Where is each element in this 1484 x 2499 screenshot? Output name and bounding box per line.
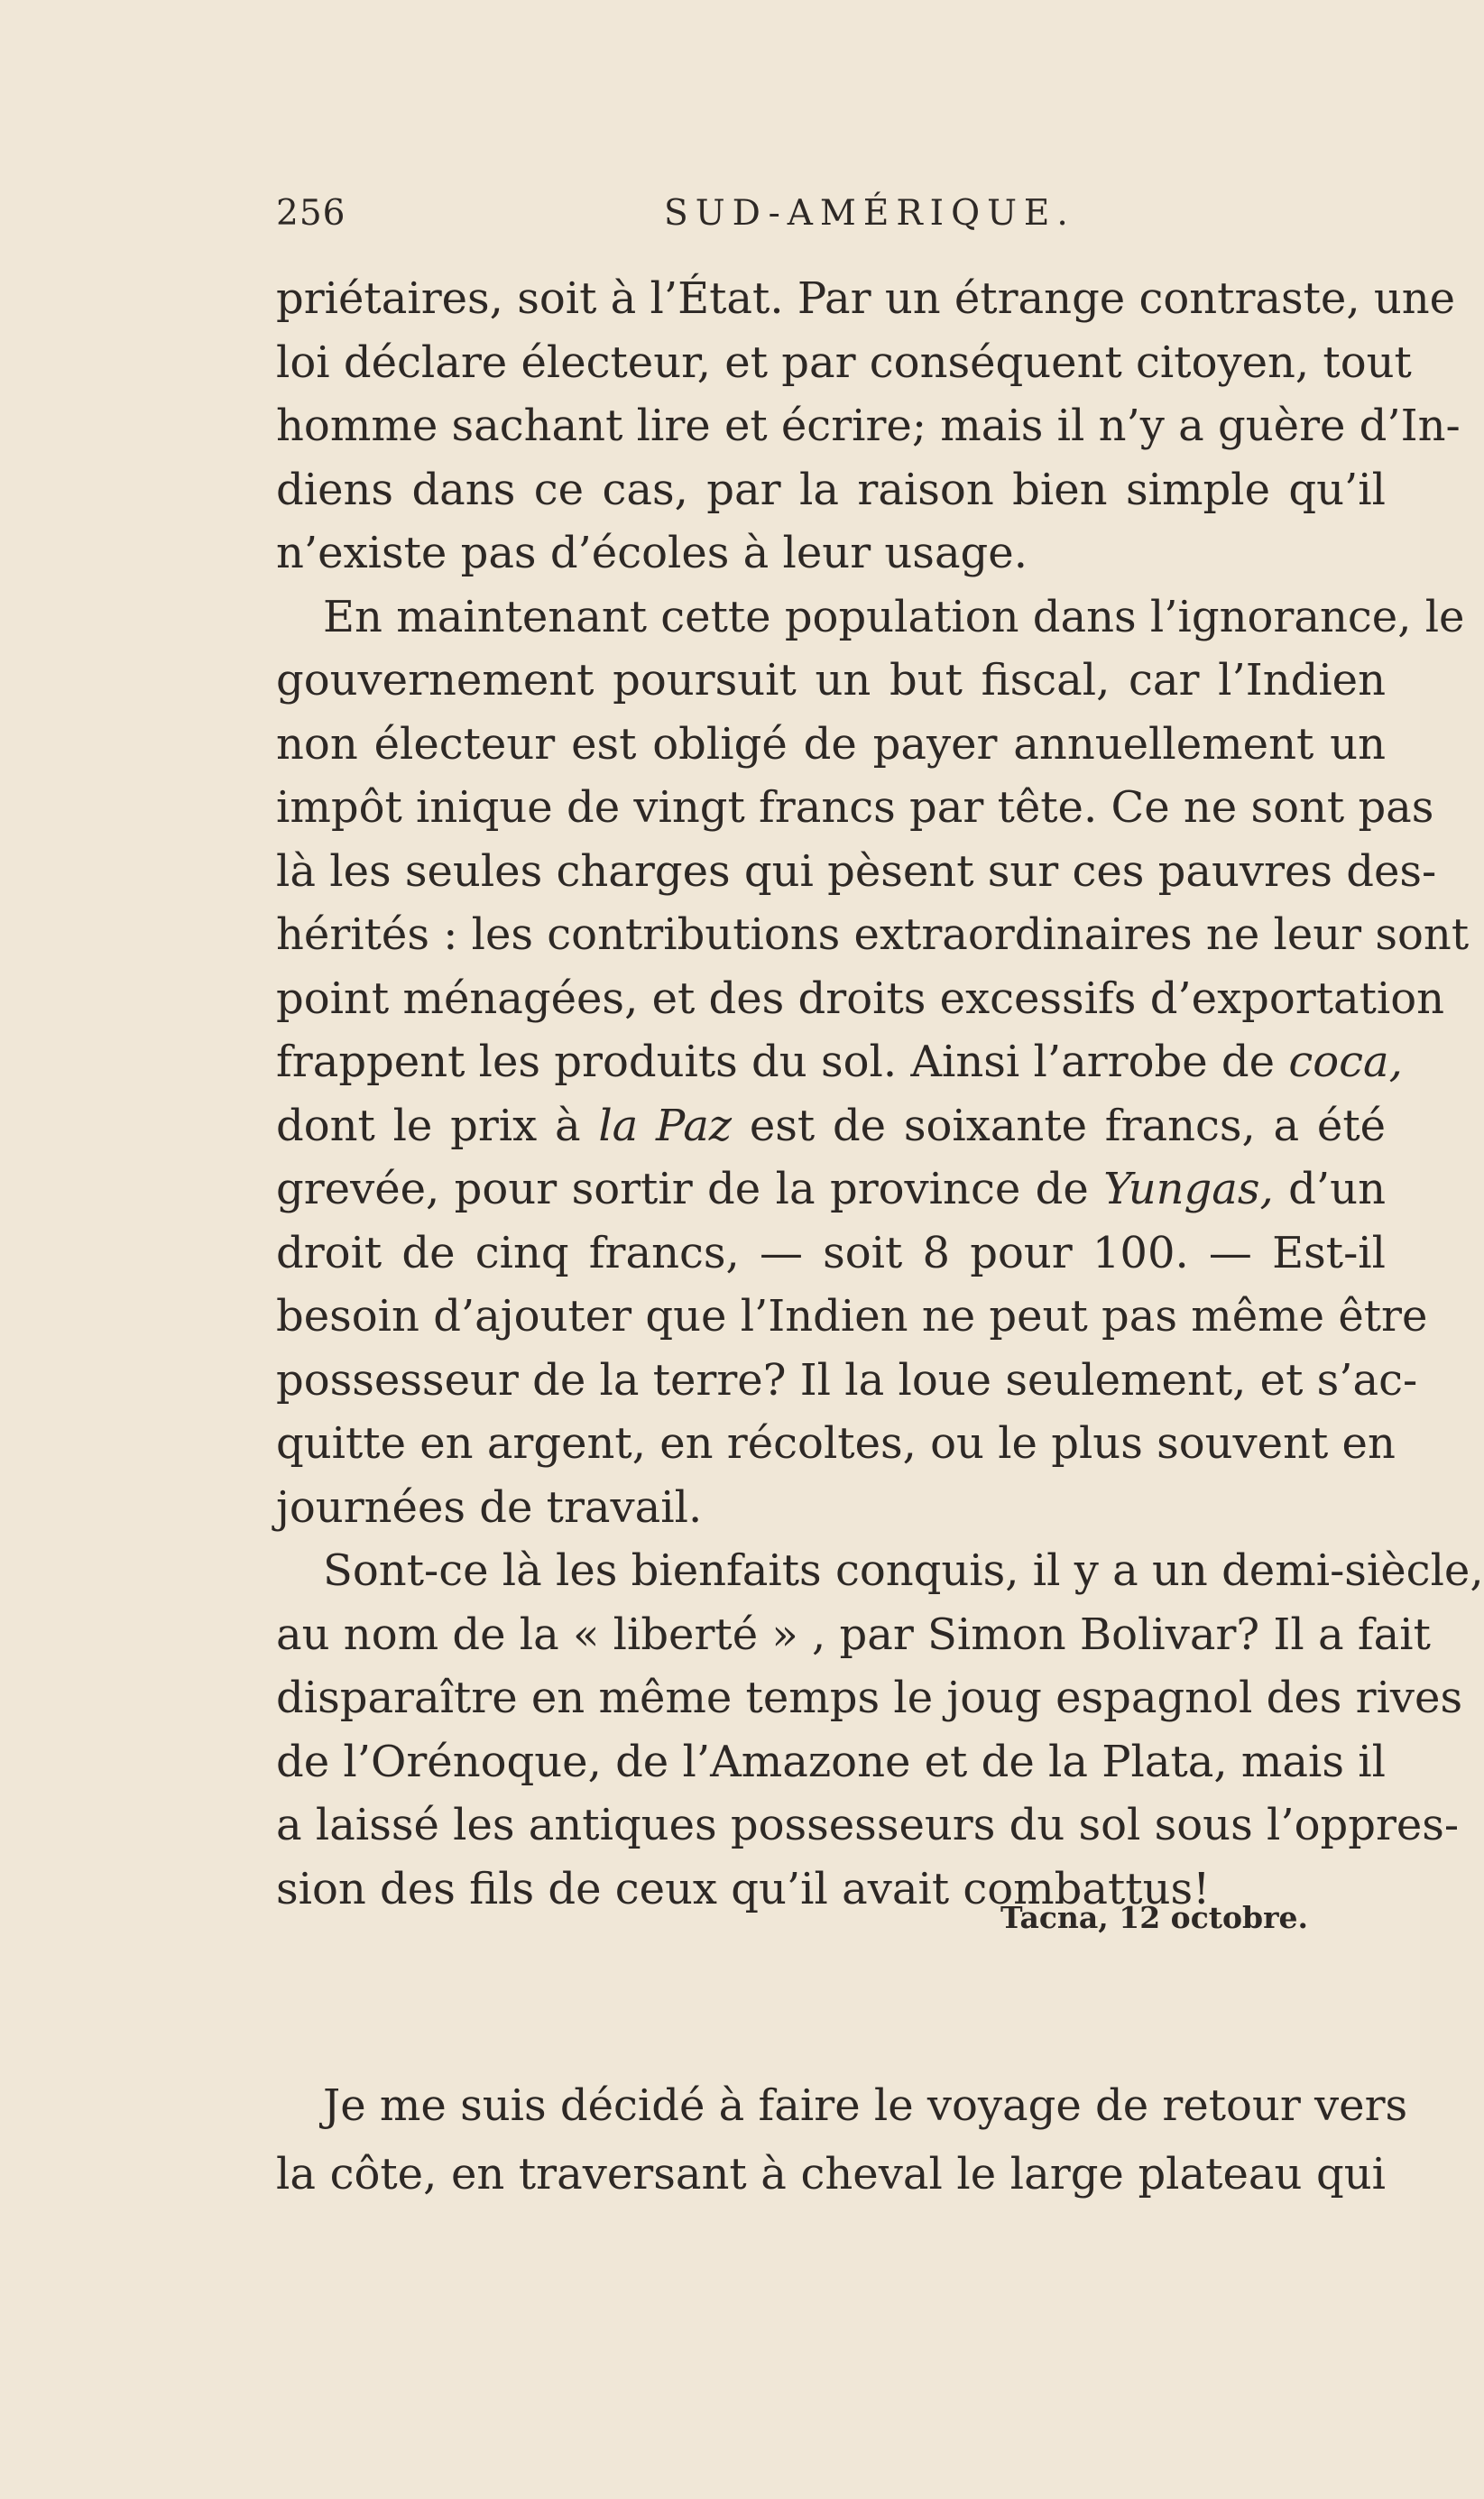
paragraph-line — [276, 1094, 1386, 1158]
paragraph-line — [276, 1030, 1403, 1094]
paragraph-line: de l’Orénoque, de l’Amazone et de la Plata, mais il — [276, 1736, 1386, 1787]
line-text: grevée, pour sortir de la province de — [276, 1164, 1104, 1214]
paragraph-line: priétaires, soit à l’État. Par un étrange contraste, une — [276, 273, 1456, 324]
paragraph-line: là les seules charges qui pèsent sur ces pauvres des- — [276, 845, 1437, 897]
page-header — [276, 193, 1386, 238]
paragraph-line: la côte, en traversant à cheval le large plateau qui — [276, 2149, 1386, 2199]
paragraph-line: au nom de la « liberté » , par Simon Bolivar? Il a fait — [276, 1609, 1431, 1660]
paragraph-line: non électeur est obligé de payer annuellement un — [276, 718, 1386, 770]
paragraph-line: quitte en argent, en récoltes, ou le plus souvent en — [276, 1418, 1396, 1469]
paragraph-line: a laissé les antiques possesseurs du sol sous l’oppres- — [276, 1800, 1460, 1850]
paragraph-line: Sont-ce là les bienfaits conquis, il y a un demi-siècle, — [323, 1545, 1484, 1596]
paragraph-line: loi déclare électeur, et par conséquent citoyen, tout — [276, 337, 1412, 388]
page-number: 256 — [276, 193, 346, 234]
paragraph-line: disparaître en même temps le joug espagnol des rives — [276, 1673, 1463, 1723]
line-text: frappent les produits du sol. Ainsi l’arrobe de — [276, 1037, 1289, 1087]
italic-term: la Paz — [598, 1100, 733, 1151]
dateline: Tacna, 12 octobre. — [1000, 1900, 1308, 1935]
line-text: dont le prix à — [276, 1100, 599, 1151]
paragraph-line: point ménagées, et des droits excessifs d’exportation — [276, 973, 1445, 1024]
paragraph-line: Je me suis décidé à faire le voyage de retour vers — [323, 2080, 1408, 2131]
paragraph-line — [276, 1157, 1386, 1222]
main-text — [276, 267, 1484, 1921]
paragraph-line: n’existe pas d’écoles à leur usage. — [276, 528, 1028, 578]
italic-term: coca, — [1288, 1037, 1403, 1087]
paragraph-line: diens dans ce cas, par la raison bien simple qu’il — [276, 464, 1386, 515]
paragraph-line: droit de cinq francs, — soit 8 pour 100. — Est-il — [276, 1227, 1386, 1278]
line-text: d’un — [1273, 1164, 1386, 1214]
paragraph-line: sion des fils de ceux qu’il avait combattus! — [276, 1863, 1211, 1914]
running-title: SUD-AMÉRIQUE. — [664, 193, 1075, 234]
paragraph-line: hérités : les contributions extraordinaires ne leur sont — [276, 909, 1470, 960]
paragraph-3 — [276, 1539, 1484, 1921]
italic-term: Yungas, — [1103, 1164, 1274, 1214]
paragraph-line: En maintenant cette population dans l’ignorance, le — [323, 591, 1465, 642]
line-text: est de soixante francs, a été — [732, 1100, 1387, 1151]
paragraph-line: besoin d’ajouter que l’Indien ne peut pas même être — [276, 1291, 1428, 1342]
paragraph-line: possesseur de la terre? Il la loue seulement, et s’ac- — [276, 1354, 1418, 1406]
paragraph-line: journées de travail. — [276, 1481, 703, 1533]
paragraph-line: impôt inique de vingt francs par tête. Ce ne sont pas — [276, 782, 1434, 833]
paragraph-1 — [276, 267, 1461, 586]
paragraph-2 — [276, 586, 1470, 1540]
paragraph-line: homme sachant lire et écrire; mais il n’y a guère d’In- — [276, 401, 1461, 451]
paragraph-4 — [276, 2071, 1408, 2209]
paragraph-line: gouvernement poursuit un but fiscal, car l’Indien — [276, 655, 1386, 705]
